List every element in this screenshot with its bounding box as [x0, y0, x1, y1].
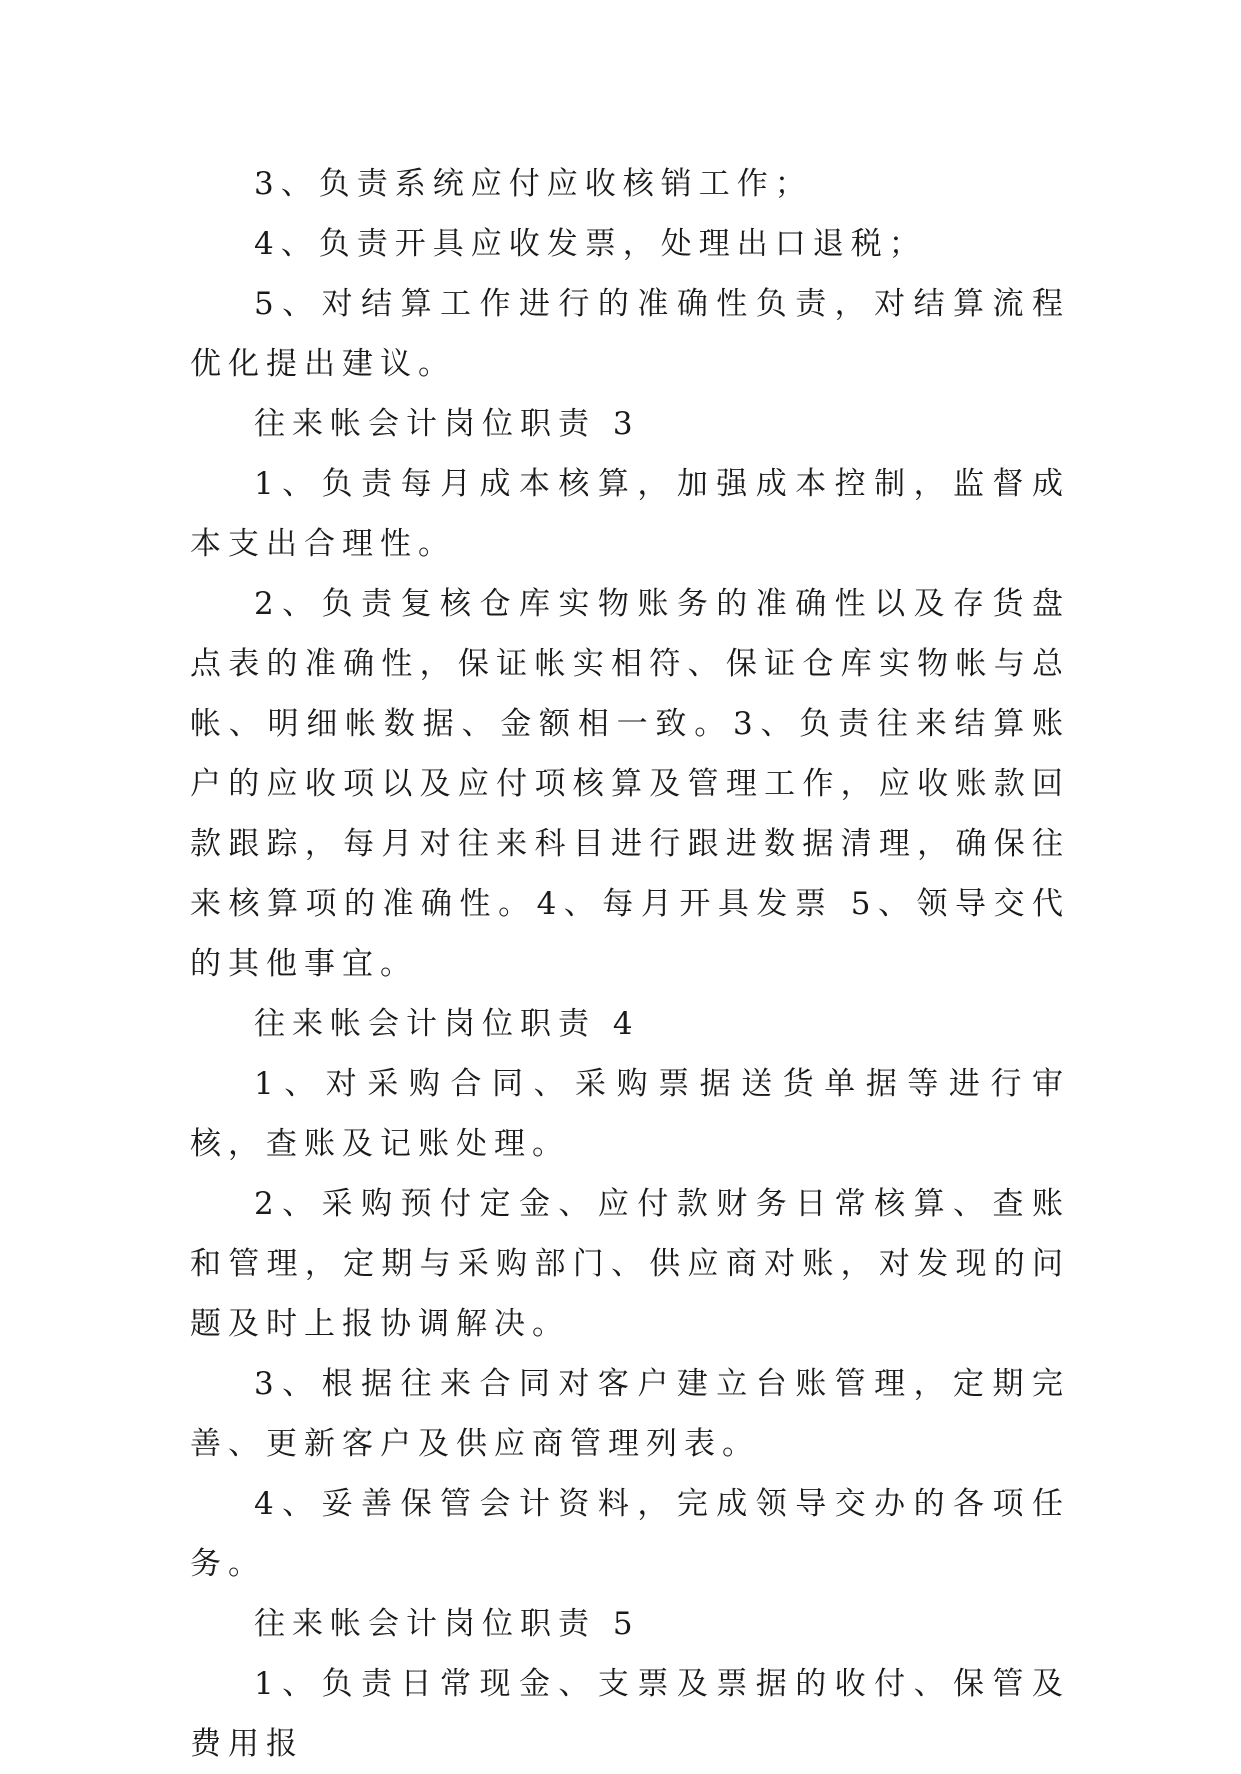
paragraph: 1、对采购合同、采购票据送货单据等进行审核，查账及记账处理。: [190, 1066, 1070, 1162]
paragraph: 4、妥善保管会计资料，完成领导交办的各项任务。: [190, 1486, 1070, 1582]
section-heading: 往来帐会计岗位职责 3: [254, 406, 640, 442]
section-heading: 往来帐会计岗位职责 5: [254, 1606, 640, 1642]
paragraph: 3、负责系统应付应收核销工作；: [254, 166, 813, 202]
document-body: [190, 154, 1070, 1774]
paragraph: 2、采购预付定金、应付款财务日常核算、查账和管理，定期与采购部门、供应商对账，对发现的问题及时上报协调解决。: [190, 1186, 1070, 1342]
paragraph: 1、负责日常现金、支票及票据的收付、保管及费用报: [190, 1666, 1070, 1762]
paragraph: 3、根据往来合同对客户建立台账管理，定期完善、更新客户及供应商管理列表。: [190, 1366, 1070, 1462]
section-heading: 往来帐会计岗位职责 4: [254, 1006, 640, 1042]
paragraph: 4、负责开具应收发票，处理出口退税；: [254, 226, 927, 262]
paragraph: 2、负责复核仓库实物账务的准确性以及存货盘点表的准确性，保证帐实相符、保证仓库实物帐与总帐、明细帐数据、金额相一致。3、负责往来结算账户的应收项以及应付项核算及管理工作，应收账款回款跟踪，每月对往来科目进行跟进数据清理，确保往来核算项的准确性。4、每月开具发票 5、领导交代的其他事宜。: [190, 586, 1070, 982]
paragraph: 1、负责每月成本核算，加强成本控制，监督成本支出合理性。: [190, 466, 1070, 562]
paragraph: 5、对结算工作进行的准确性负责，对结算流程优化提出建议。: [190, 286, 1070, 382]
